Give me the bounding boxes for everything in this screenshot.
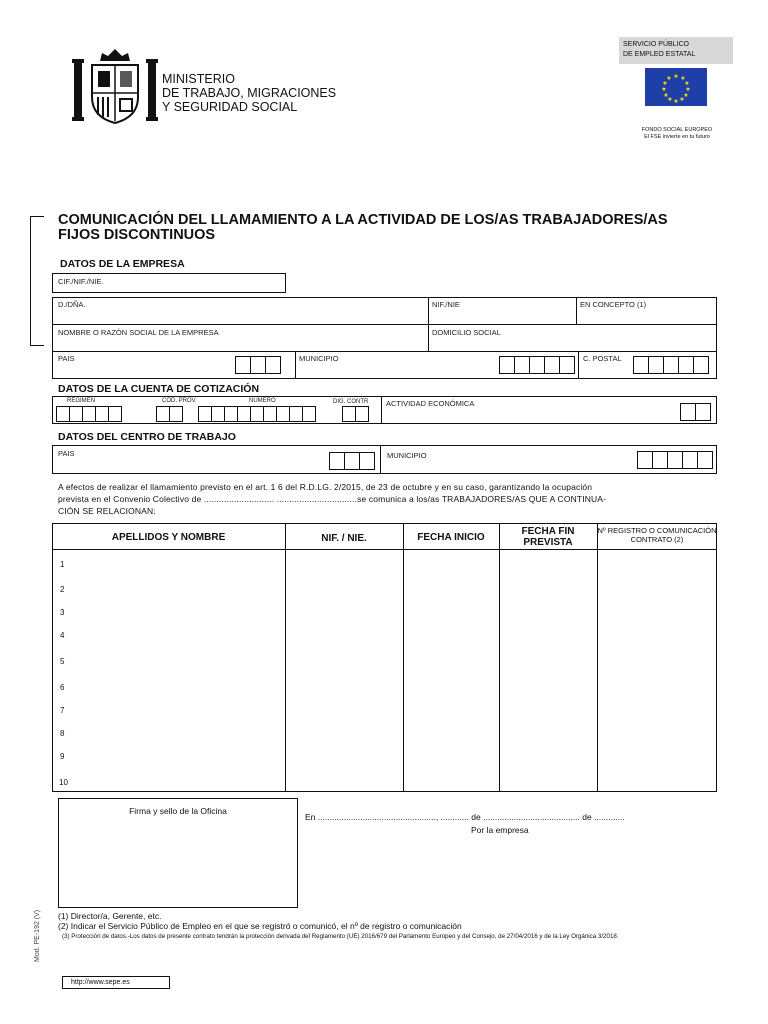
section-cotizacion: DATOS DE LA CUENTA DE COTIZACIÓN — [58, 383, 260, 395]
col-registro: Nº REGISTRO O COMUNICACIÓN CONTRATO (2) — [597, 526, 717, 544]
por-la-empresa: Por la empresa — [471, 825, 529, 835]
firma-oficina-box[interactable] — [58, 798, 298, 908]
centro-municipio-label: MUNICIPIO — [387, 451, 427, 460]
centro-pais-boxes[interactable] — [329, 452, 375, 470]
codprov-boxes[interactable] — [156, 406, 183, 422]
cpostal-label: C. POSTAL — [583, 354, 622, 363]
pais-code-boxes[interactable] — [235, 356, 281, 374]
municipio-code-boxes[interactable] — [499, 356, 575, 374]
svg-text:★: ★ — [667, 96, 673, 103]
sepe-label-box: SERVICIO PÚBLICO DE EMPLEO ESTATAL — [619, 37, 733, 64]
row-number: 10 — [59, 778, 68, 787]
firma-lugar-fecha[interactable]: En .................................................., ............ de ......................................... de ............. — [305, 812, 625, 822]
section-centro: DATOS DEL CENTRO DE TRABAJO — [58, 431, 236, 443]
actividad-boxes[interactable] — [680, 403, 711, 421]
dig-boxes[interactable] — [342, 406, 369, 422]
regimen-boxes[interactable] — [56, 406, 122, 422]
nombre-label: NOMBRE O RAZÓN SOCIAL DE LA EMPRESA — [58, 328, 219, 337]
svg-text:★: ★ — [679, 96, 685, 103]
centro-municipio-boxes[interactable] — [637, 451, 713, 469]
row-number: 1 — [60, 560, 65, 569]
centro-pais-label: PAIS — [58, 449, 75, 458]
actividad-label: ACTIVIDAD ECONÓMICA — [386, 399, 475, 408]
footnote-1: (1) Director/a, Gerente, etc. — [58, 911, 162, 921]
svg-text:★: ★ — [683, 92, 689, 99]
codprov-label: COD. PROV. — [162, 398, 197, 404]
domicilio-field[interactable] — [432, 337, 712, 349]
svg-text:★: ★ — [680, 75, 686, 82]
svg-text:★: ★ — [684, 80, 690, 87]
row-number: 9 — [60, 752, 65, 761]
pais-label: PAIS — [58, 354, 75, 363]
intro-paragraph: A efectos de realizar el llamamiento previsto en el art. 1 6 del R.D.LG. 2/2015, de 23 de octubre y en su caso, garantizando la ocupación prevista en el Convenio Colectivo de ............................ ................................se comunica a los/as TRABAJADORES/AS QUE A CONTINUA- CIÓN SE RELACIONAN: — [58, 482, 607, 516]
dona-label: D./DÑA. — [58, 300, 86, 309]
footnote-2: (2) Indicar el Servicio Público de Empleo en el que se registró o comunicó, el nº de registro o comunicación — [58, 921, 462, 931]
ministry-name: MINISTERIO DE TRABAJO, MIGRACIONES Y SEGURIDAD SOCIAL — [162, 72, 337, 114]
svg-text:★: ★ — [663, 92, 669, 99]
domicilio-label: DOMICILIO SOCIAL — [432, 328, 501, 337]
row-number: 2 — [60, 585, 65, 594]
svg-text:★: ★ — [662, 80, 668, 87]
nombre-field[interactable] — [56, 337, 424, 349]
firma-oficina-label: Firma y sello de la Oficina — [129, 806, 227, 816]
svg-text:★: ★ — [685, 86, 691, 93]
workers-table — [52, 523, 717, 792]
centro-grid — [52, 445, 717, 474]
cpostal-boxes[interactable] — [633, 356, 709, 374]
left-margin-bracket — [30, 216, 44, 346]
row-number: 7 — [60, 706, 65, 715]
svg-text:★: ★ — [673, 73, 679, 80]
sepe-url[interactable]: http://www.sepe.es — [62, 976, 170, 989]
col-apellidos: APELLIDOS Y NOMBRE — [111, 532, 226, 543]
cotizacion-grid — [52, 396, 717, 424]
eu-flag-icon — [645, 68, 707, 106]
row-number: 3 — [60, 608, 65, 617]
col-nif: NIF. / NIE. — [321, 533, 367, 544]
col-fecha-inicio: FECHA INICIO — [417, 532, 485, 543]
concepto-field[interactable] — [580, 310, 712, 322]
mod-code: Mod. PE-192 (V) — [34, 909, 41, 962]
nif-field[interactable] — [432, 310, 572, 322]
coat-of-arms-logo — [72, 47, 158, 125]
dig-label: DIG. CONTR — [333, 399, 369, 405]
fse-caption: FONDO SOCIAL EUROPEO El FSE invierte en tu futuro — [641, 127, 713, 140]
regimen-label: RÉGIMEN — [67, 398, 96, 404]
section-empresa: DATOS DE LA EMPRESA — [60, 258, 185, 270]
row-number: 4 — [60, 631, 65, 640]
concepto-label: EN CONCEPTO (1) — [580, 300, 647, 309]
footnote-3: (3) Protección de datos.-Los datos de presente contrato tendrán la protección derivada del Reglamento (UE) 2016/679 del Parlamento Europeo y del Consejo, de 27/04/2016 y de la Ley Orgánica 3/2018. — [62, 933, 619, 940]
cif-field[interactable]: CIF./NIF./NIE. — [52, 273, 286, 293]
svg-text:★: ★ — [661, 86, 667, 93]
form-title: COMUNICACIÓN DEL LLAMAMIENTO A LA ACTIVIDAD DE LOS/AS TRABAJADORES/AS FIJOS DISCONTINUOS — [58, 212, 668, 243]
numero-label: NÚMERO — [249, 398, 276, 404]
col-fecha-fin: FECHA FIN PREVISTA — [521, 526, 575, 548]
municipio-label: MUNICIPIO — [299, 354, 339, 363]
numero-boxes[interactable] — [198, 406, 316, 422]
dona-field[interactable] — [56, 310, 424, 322]
row-number: 5 — [60, 657, 65, 666]
row-number: 6 — [60, 683, 65, 692]
row-number: 8 — [60, 729, 65, 738]
svg-text:★: ★ — [666, 75, 672, 82]
nif-label: NIF./NIE — [432, 300, 460, 309]
svg-text:★: ★ — [673, 98, 679, 105]
